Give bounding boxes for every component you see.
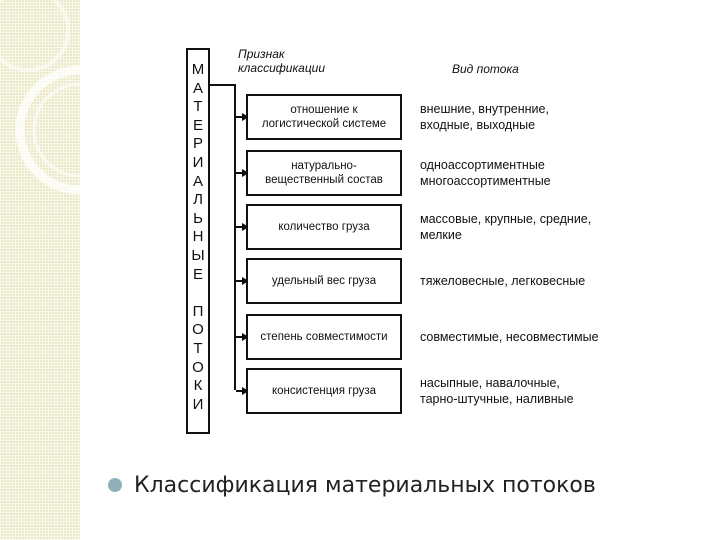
vertical-title-letter: Е: [192, 265, 203, 283]
vertical-title-letter: М: [191, 61, 205, 78]
bullet-icon: [108, 478, 122, 492]
vertical-title-letter: Ы: [191, 247, 205, 264]
vertical-title-letter: А: [192, 172, 203, 190]
feature-box: степень совместимости: [246, 314, 402, 360]
feature-box: натурально-вещественный состав: [246, 150, 402, 196]
feature-box: отношение к логистической системе: [246, 94, 402, 140]
flow-type-text: внешние, внутренние, входные, выходные: [420, 102, 549, 132]
vertical-title-letter: Н: [192, 228, 204, 246]
feature-box: удельный вес груза: [246, 258, 402, 304]
header-feature: Признак классификации: [238, 47, 326, 75]
vertical-title-letter: Ь: [193, 209, 203, 227]
flow-type-text: тяжеловесные, легковесные: [420, 274, 586, 288]
vertical-title-letter: О: [192, 358, 204, 376]
connector-trunk: [234, 84, 236, 390]
flow-type-text: совместимые, несовместимые: [420, 330, 599, 344]
flow-type-text: одноассортиментные многоассортиментные: [420, 158, 551, 188]
vertical-title-letter: Р: [192, 135, 203, 153]
feature-box: количество груза: [246, 204, 402, 250]
vertical-title-letter: Л: [193, 191, 203, 209]
vertical-title-letter: Т: [193, 98, 203, 116]
caption-text: Классификация материальных потоков: [134, 472, 596, 498]
vertical-title-letter: А: [192, 79, 203, 97]
slide-caption: [108, 468, 596, 502]
vertical-title-letter: Т: [193, 340, 203, 357]
connector-top: [210, 84, 236, 86]
flow-type-text: насыпные, навалочные, тарно-штучные, наливные: [420, 376, 574, 406]
vertical-title-letter: О: [192, 321, 204, 339]
flow-type-text: массовые, крупные, средние, мелкие: [420, 212, 592, 242]
vertical-title-letter: И: [192, 154, 204, 171]
header-flow-type: Вид потока: [452, 62, 519, 76]
vertical-title-letter: П: [192, 302, 204, 320]
feature-box: консистенция груза: [246, 368, 402, 414]
vertical-title-letter: Е: [192, 116, 203, 134]
vertical-title-letter: К: [193, 377, 203, 395]
vertical-title-letter: И: [192, 395, 204, 413]
